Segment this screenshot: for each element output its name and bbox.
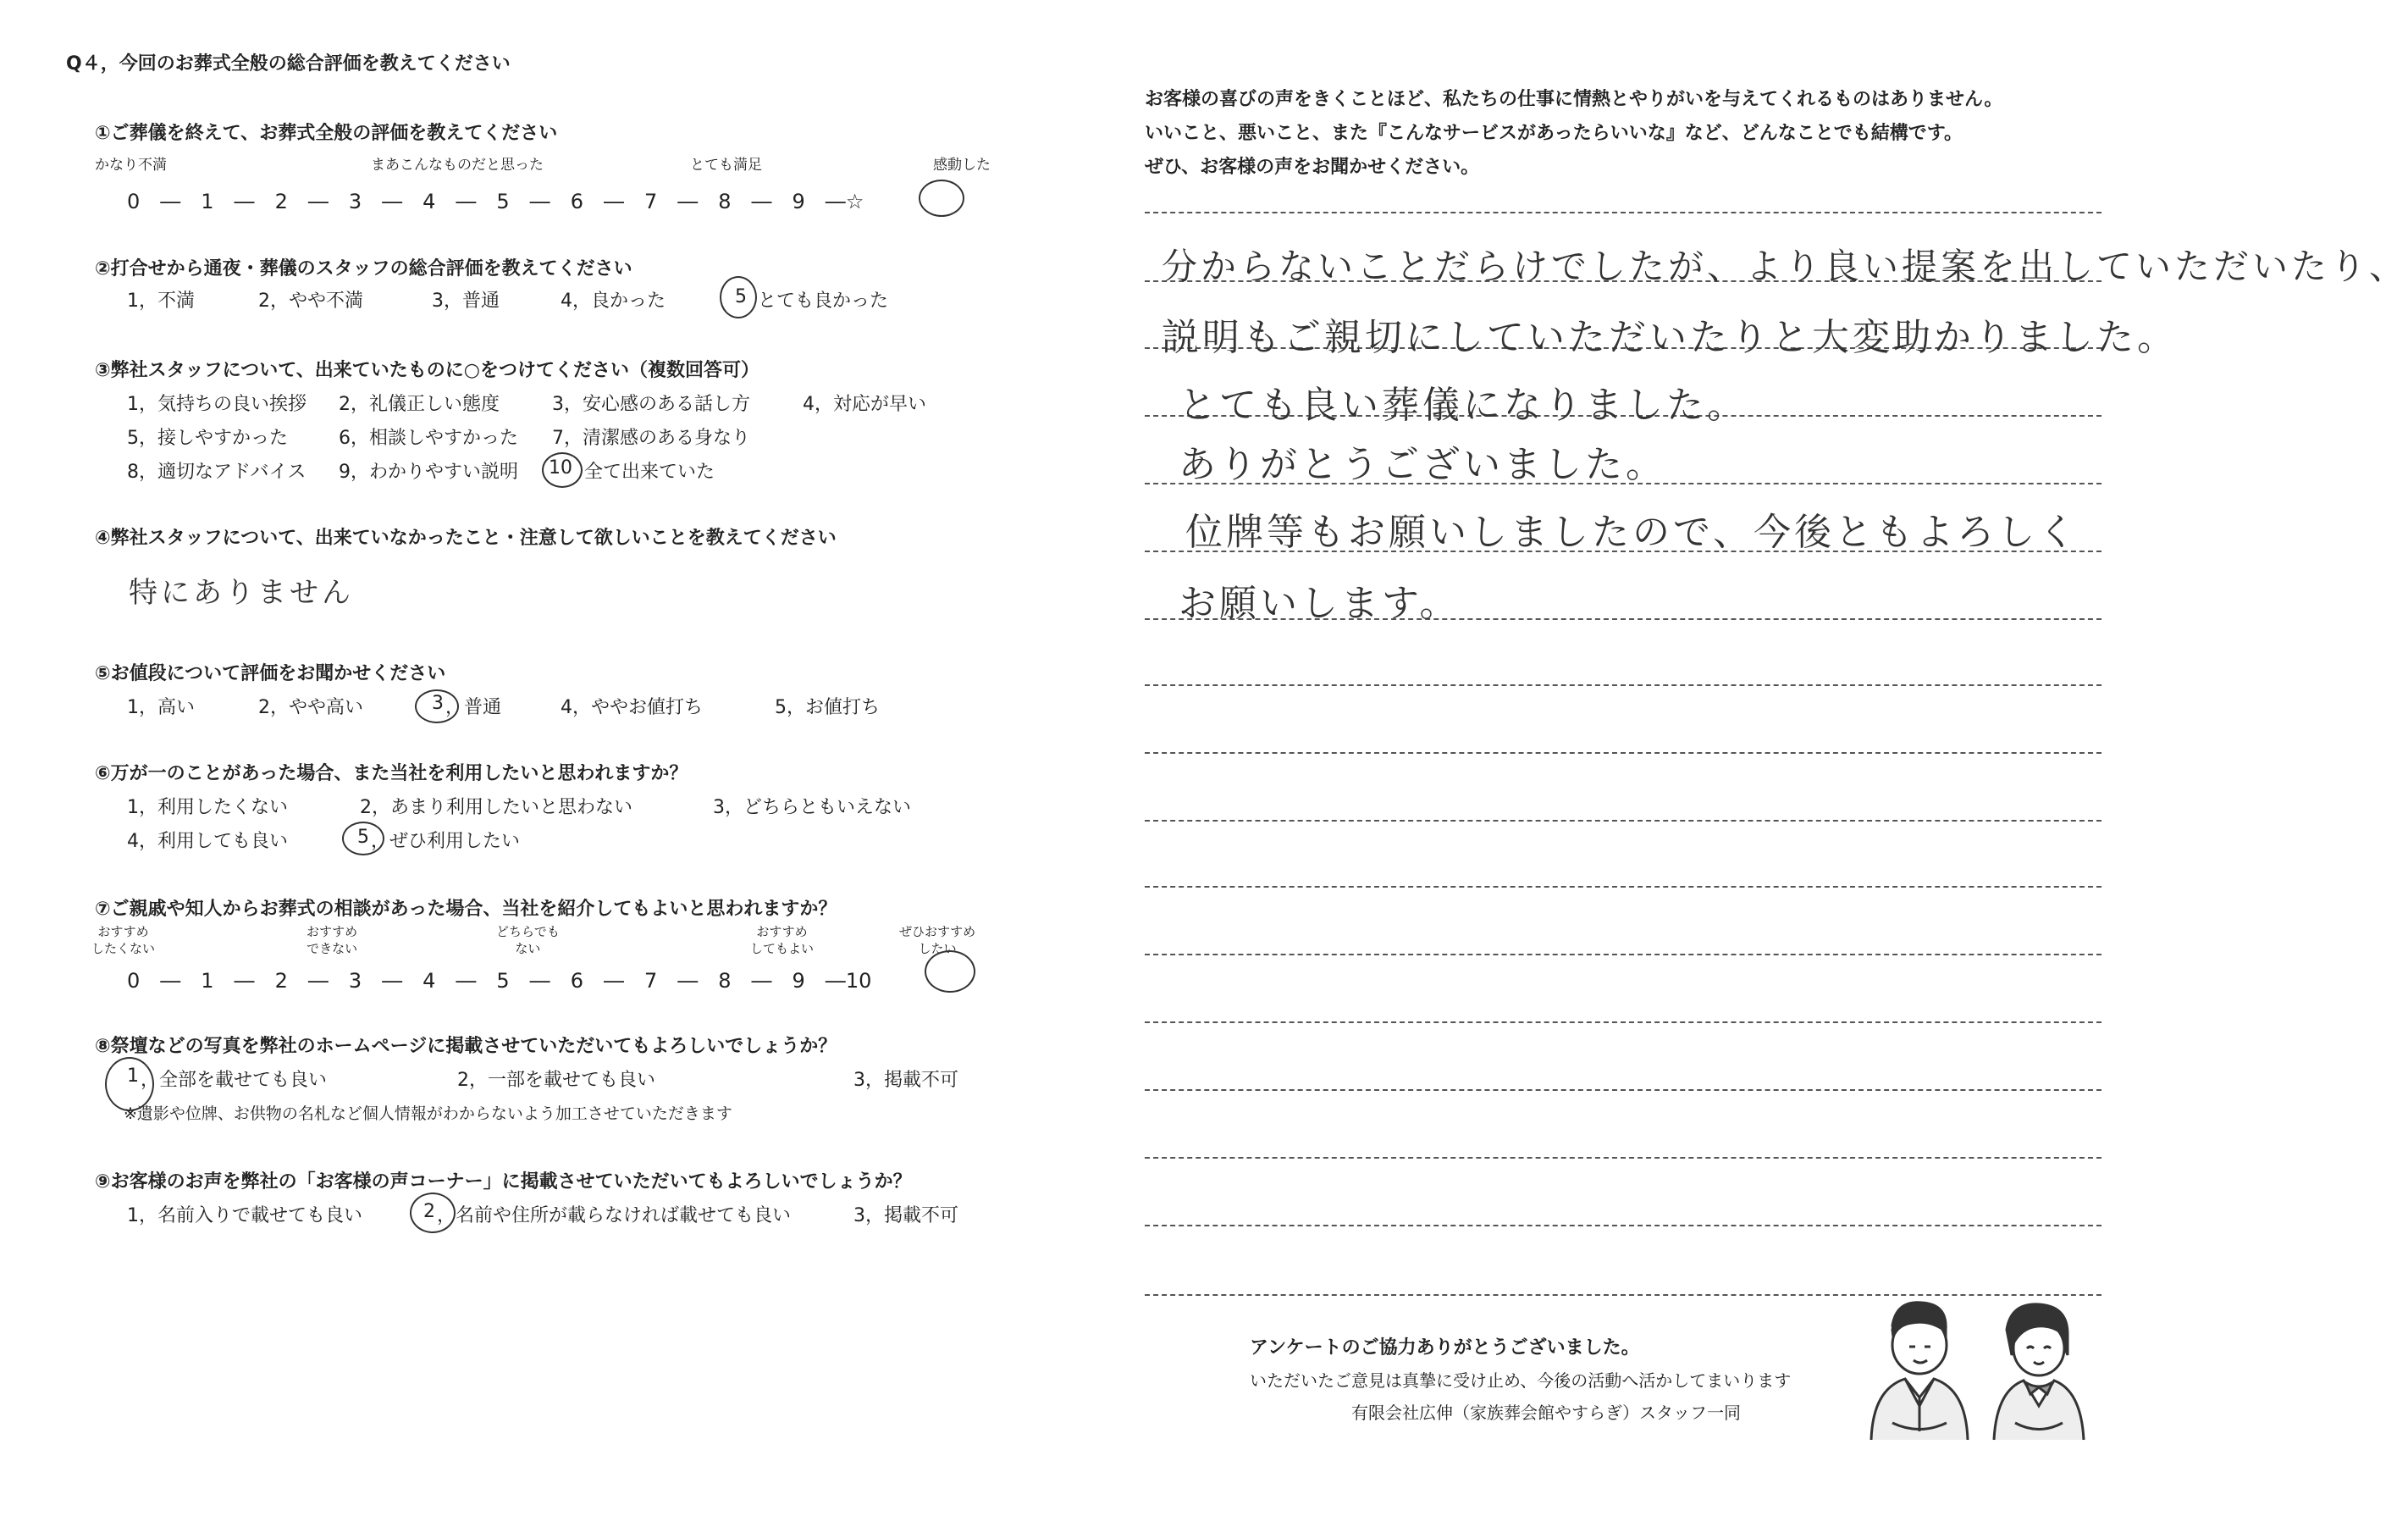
q7-scale-3[interactable]: 3 [348, 969, 362, 993]
q1-scale-9[interactable]: 9 [792, 190, 805, 213]
q3-option-3[interactable]: 3，安心感のある話し方 [552, 394, 750, 415]
writing-line [1145, 820, 2101, 822]
q7-scale-8[interactable]: 8 [718, 969, 732, 993]
q7-label-3-line1: おすすめ [756, 924, 808, 939]
q1-scale: 0 ― 1 ― 2 ― 3 ― 4 ― 5 ― 6 ― 7 ― 8 ― 9 ―☆ [127, 190, 864, 213]
q3-option-6[interactable]: 6，相談しやすかった [339, 428, 518, 449]
q2-option-5-number[interactable]: 5 [735, 286, 747, 307]
q9-option-2-number[interactable]: 2 [423, 1201, 435, 1222]
q2-option-2[interactable]: 2，やや不満 [258, 291, 363, 312]
q1-label-0: かなり不満 [95, 157, 167, 174]
q1-scale-3[interactable]: 3 [348, 190, 362, 213]
q6-option-2[interactable]: 2，あまり利用したいと思わない [360, 797, 632, 818]
q3-option-7[interactable]: 7，清潔感のある身なり [552, 428, 750, 449]
writing-line [1145, 1089, 2101, 1091]
q1-scale-4[interactable]: 4 [423, 190, 436, 213]
intro-line-1: お客様の喜びの声をきくことほど、私たちの仕事に情熱とやりがいを与えてくれるものはありません。 [1145, 89, 2003, 110]
intro-line-3: ぜひ、お客様の声をお聞かせください。 [1145, 157, 1480, 178]
q2-option-5-label[interactable]: とても良かった [758, 291, 889, 312]
q1-scale-7[interactable]: 7 [643, 190, 658, 213]
q7-label-0-line2: したくない [91, 941, 156, 956]
q8-option-1-number[interactable]: 1 [127, 1065, 139, 1087]
q6-option-5-number[interactable]: 5 [357, 827, 369, 848]
q3-option-9[interactable]: 9，わかりやすい説明 [339, 462, 518, 483]
q5-heading: ⑤お値段について評価をお聞かせください [95, 663, 446, 684]
q3-option-5[interactable]: 5，接しやすかった [127, 428, 288, 449]
female-staff-figure [1994, 1304, 2084, 1440]
q6-option-1[interactable]: 1，利用したくない [127, 797, 288, 818]
thanks-subtext: いただいたご意見は真摯に受け止め、今後の活動へ活かしてまいります [1250, 1370, 1792, 1391]
survey-title: Q４，今回のお葬式全般の総合評価を教えてください [66, 53, 511, 75]
q7-label-1 [307, 923, 357, 957]
q5-option-3-number[interactable]: 3 [432, 693, 444, 714]
q6-option-3[interactable]: 3，どちらともいえない [713, 797, 911, 818]
q3-heading: ③弊社スタッフについて、出来ていたものに○をつけてください（複数回答可） [95, 360, 759, 381]
q5-option-1[interactable]: 1，高い [127, 697, 195, 718]
q1-scale-2[interactable]: 2 [274, 190, 288, 213]
q7-scale-1[interactable]: 1 [201, 969, 214, 993]
q5-selected-circle [415, 689, 459, 723]
q7-scale-7[interactable]: 7 [643, 969, 658, 993]
q4-answer[interactable]: 特にありません [129, 576, 354, 610]
q6-option-4[interactable]: 4，利用しても良い [127, 831, 288, 852]
q7-scale: 0 ― 1 ― 2 ― 3 ― 4 ― 5 ― 6 ― 7 ― 8 ― 9 ―10 [127, 969, 872, 993]
q5-option-4[interactable]: 4，ややお値打ち [561, 697, 703, 718]
comment-line-1[interactable]: 分からないことだらけでしたが、より良い提案を出していただいたり、 [1162, 246, 2408, 287]
q5-option-3-label[interactable]: ，普通 [445, 697, 502, 718]
q7-label-1-line2: できない [307, 941, 358, 956]
q7-label-4-line1: ぜひおすすめ [899, 924, 976, 939]
writing-line [1145, 1021, 2101, 1023]
comment-line-6[interactable]: お願いします。 [1179, 582, 1461, 625]
q2-option-1[interactable]: 1，不満 [127, 291, 195, 312]
q7-scale-6[interactable]: 6 [570, 969, 583, 993]
q2-option-3[interactable]: 3，普通 [432, 291, 500, 312]
writing-line [1145, 684, 2101, 686]
writing-line [1145, 886, 2101, 888]
q7-label-0-line1: おすすめ [97, 924, 149, 939]
writing-line [1145, 752, 2101, 754]
staff-illustration [1846, 1296, 2100, 1448]
q1-label-2: とても満足 [690, 157, 762, 174]
q3-option-2[interactable]: 2，礼儀正しい態度 [339, 394, 500, 415]
q1-heading: ①ご葬儀を終えて、お葬式全般の評価を教えてください [95, 123, 558, 144]
writing-line [1145, 1157, 2101, 1159]
q1-scale-5[interactable]: 5 [496, 190, 510, 213]
q6-option-5-label[interactable]: ，ぜひ利用したい [371, 831, 521, 852]
q7-label-0 [91, 923, 155, 957]
q9-heading: ⑨お客様のお声を弊社の「お客様の声コーナー」に掲載させていただいてもよろしいでしょうか？ [95, 1171, 912, 1193]
comment-line-4[interactable]: ありがとうございました。 [1179, 443, 1666, 486]
q3-selected-circle [542, 452, 583, 488]
male-staff-figure [1871, 1303, 1968, 1440]
q7-scale-9[interactable]: 9 [792, 969, 805, 993]
q7-label-4-line2: したい [918, 941, 957, 956]
q8-heading: ⑧祭壇などの写真を弊社のホームページに掲載させていただいてもよろしいでしょうか？ [95, 1036, 837, 1057]
q7-scale-2[interactable]: 2 [274, 969, 288, 993]
q9-option-3[interactable]: 3，掲載不可 [853, 1205, 958, 1226]
q3-option-10-number[interactable]: 10 [549, 457, 572, 479]
q6-heading: ⑥万が一のことがあった場合、また当社を利用したいと思われますか？ [95, 763, 688, 784]
q7-label-2 [496, 923, 560, 957]
q8-option-1-label[interactable]: ，全部を載せても良い [141, 1070, 328, 1091]
writing-line [1145, 212, 2101, 213]
q2-heading: ②打合せから通夜・葬儀のスタッフの総合評価を教えてください [95, 258, 632, 279]
q7-label-3-line2: してもよい [750, 941, 815, 956]
q8-option-3[interactable]: 3，掲載不可 [853, 1070, 958, 1091]
q4-heading: ④弊社スタッフについて、出来ていなかったこと・注意して欲しいことを教えてください [95, 528, 837, 549]
q7-label-2-line2: ない [515, 941, 541, 956]
q1-scale-star[interactable]: ☆ [845, 190, 864, 213]
q1-scale-0[interactable]: 0 [127, 190, 141, 213]
q1-scale-8[interactable]: 8 [718, 190, 732, 213]
q3-option-4[interactable]: 4，対応が早い [803, 394, 926, 415]
q3-option-10-label[interactable]: 全て出来ていた [584, 462, 715, 483]
comment-line-3[interactable]: とても良い葬儀になりました。 [1179, 384, 1748, 427]
staff-signature: 有限会社広伸（家族葬会館やすらぎ）スタッフ一同 [1351, 1403, 1741, 1423]
q5-option-2[interactable]: 2，やや高い [258, 697, 363, 718]
q7-label-3 [750, 923, 814, 957]
q3-option-1[interactable]: 1，気持ちの良い挨拶 [127, 394, 307, 415]
q1-scale-1[interactable]: 1 [201, 190, 214, 213]
q8-note: ※遺影や位牌、お供物の名札など個人情報がわからないよう加工させていただきます [124, 1104, 732, 1123]
q7-heading: ⑦ご親戚や知人からお葬式の相談があった場合、当社を紹介してもよいと思われますか？ [95, 899, 837, 920]
q9-option-2-label[interactable]: ，名前や住所が載らなければ載せても良い [437, 1205, 792, 1226]
q7-scale-0[interactable]: 0 [127, 969, 141, 993]
q7-scale-5[interactable]: 5 [496, 969, 510, 993]
intro-line-2: いいこと、悪いこと、また『こんなサービスがあったらいいな』など、どんなことでも結構です。 [1145, 123, 1963, 144]
q1-scale-6[interactable]: 6 [570, 190, 583, 213]
q2-option-4[interactable]: 4，良かった [561, 291, 666, 312]
comment-line-5[interactable]: 位牌等もお願いしましたので、今後ともよろしく [1185, 511, 2079, 554]
q2-selected-circle [720, 276, 757, 318]
q9-option-1[interactable]: 1，名前入りで載せても良い [127, 1205, 362, 1226]
q7-selected-circle [925, 950, 975, 993]
q9-selected-circle [410, 1193, 456, 1233]
q7-label-1-line1: おすすめ [307, 924, 358, 939]
thanks-heading: アンケートのご協力ありがとうございました。 [1250, 1337, 1640, 1359]
writing-line [1145, 1225, 2101, 1226]
q1-label-3: 感動した [933, 157, 991, 174]
q6-selected-circle [342, 822, 384, 855]
q1-label-1: まあこんなものだと思った [371, 157, 544, 174]
q7-scale-4[interactable]: 4 [423, 969, 436, 993]
comment-line-2[interactable]: 説明もご親切にしていただいたりと大変助かりました。 [1162, 316, 2178, 359]
q7-label-2-line1: どちらでも [496, 924, 560, 939]
q8-option-2[interactable]: 2，一部を載せても良い [457, 1070, 655, 1091]
writing-line [1145, 954, 2101, 955]
q7-scale-10[interactable]: 10 [845, 969, 872, 993]
q5-option-5[interactable]: 5，お値打ち [775, 697, 880, 718]
q3-option-8[interactable]: 8，適切なアドバイス [127, 462, 307, 483]
q1-selected-circle [919, 180, 964, 217]
